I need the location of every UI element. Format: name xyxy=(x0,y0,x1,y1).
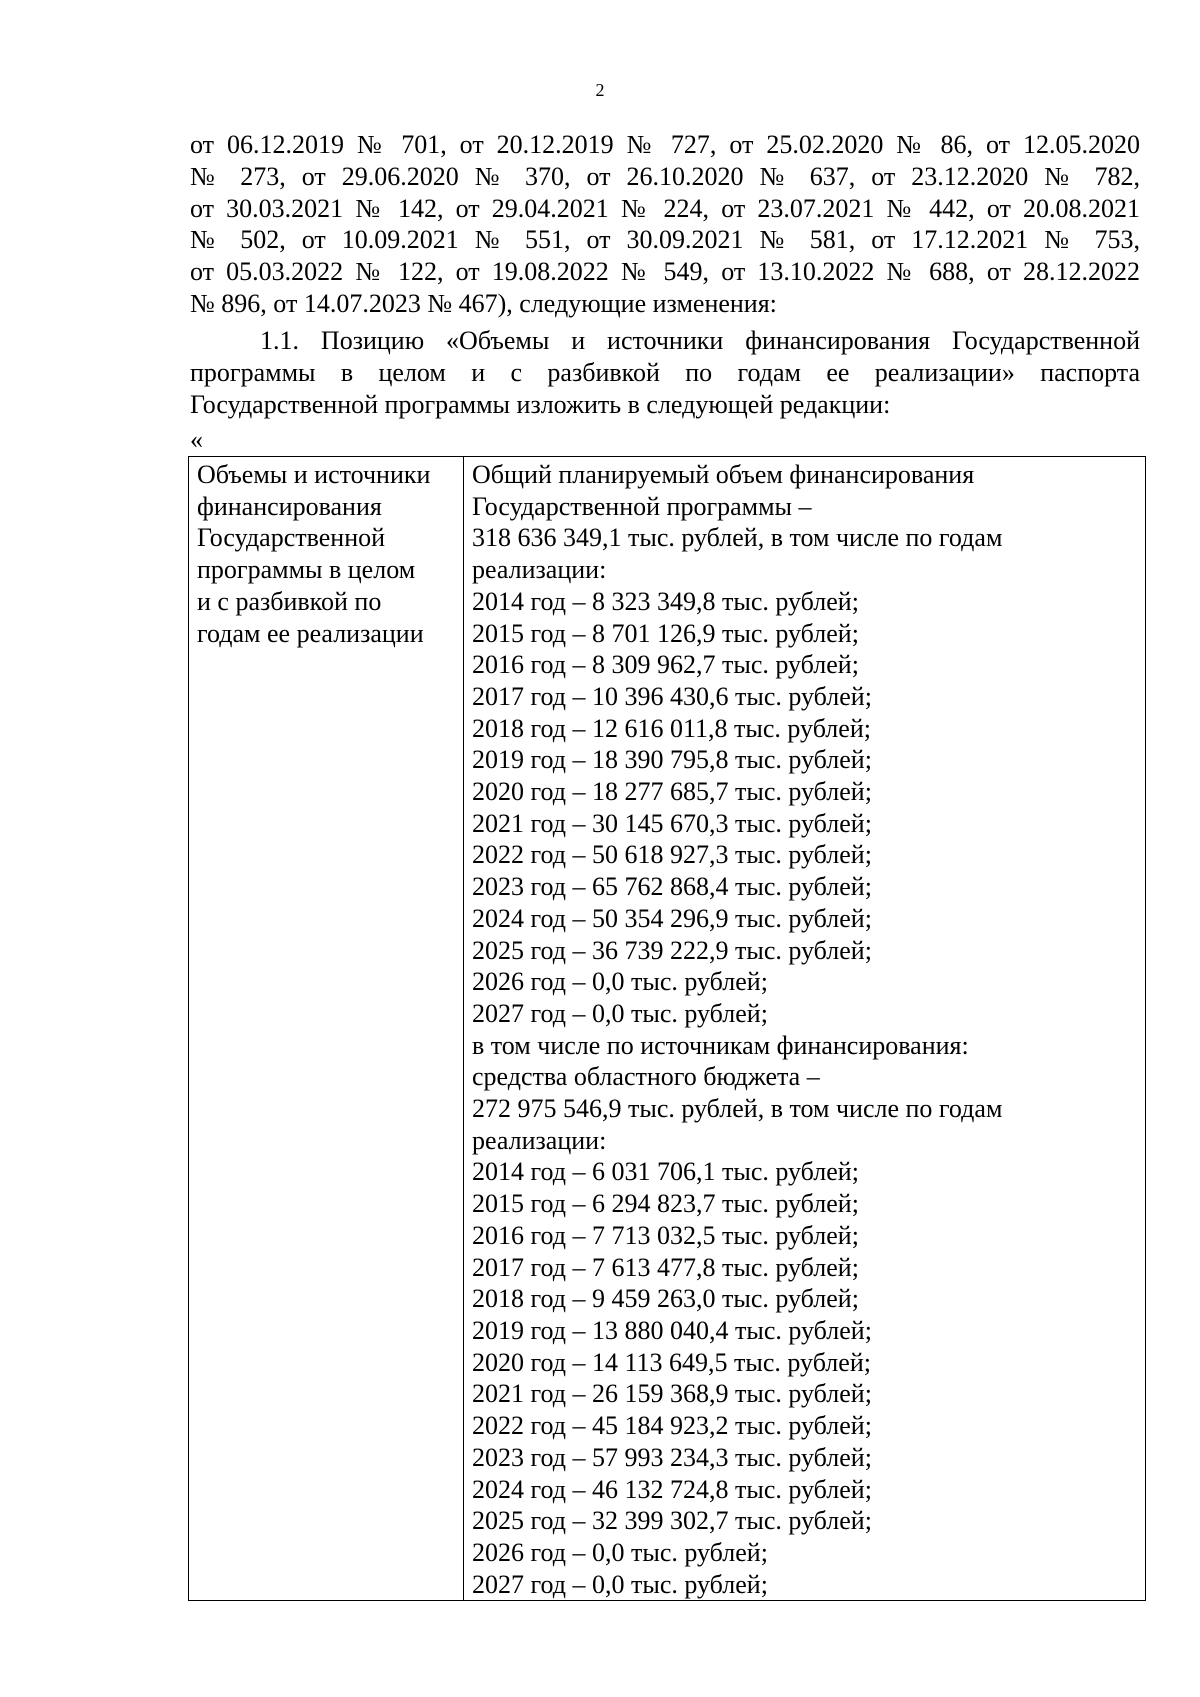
right-cell-line: 2024 год – 46 132 724,8 тыс. рублей; xyxy=(472,1474,872,1504)
clause-1-1-paragraph xyxy=(190,325,1140,420)
right-cell-line: 2021 год – 26 159 368,9 тыс. рублей; xyxy=(472,1379,872,1409)
paragraph-line: Государственной программы изложить в следующей редакции: xyxy=(190,389,891,419)
intro-line: № 502, от 10.09.2021 № 551, от 30.09.2021 № 581, от 17.12.2021 № 753, xyxy=(190,225,1140,255)
right-cell-line: 2019 год – 18 390 795,8 тыс. рублей; xyxy=(472,745,872,775)
right-cell-line: 2020 год – 14 113 649,5 тыс. рублей; xyxy=(472,1347,871,1377)
open-quote-mark: « xyxy=(190,425,203,454)
right-cell-line: 2017 год – 10 396 430,6 тыс. рублей; xyxy=(472,681,872,711)
left-cell-line: и с разбивкой по xyxy=(197,586,382,616)
right-cell-line: 2021 год – 30 145 670,3 тыс. рублей; xyxy=(472,808,872,838)
right-cell-line: 2018 год – 9 459 263,0 тыс. рублей; xyxy=(472,1284,859,1314)
right-cell-line: средства областного бюджета – xyxy=(472,1062,820,1092)
right-cell-line: 318 636 349,1 тыс. рублей, в том числе по годам xyxy=(472,523,1003,553)
left-cell-line: программы в целом xyxy=(197,555,416,585)
intro-line: от 05.03.2022 № 122, от 19.08.2022 № 549, от 13.10.2022 № 688, от 28.12.2022 xyxy=(190,257,1140,287)
right-cell-line: 2025 год – 32 399 302,7 тыс. рублей; xyxy=(472,1506,872,1536)
right-cell-line: 2022 год – 45 184 923,2 тыс. рублей; xyxy=(472,1411,872,1441)
right-cell-line: 272 975 546,9 тыс. рублей, в том числе по годам xyxy=(472,1094,1003,1124)
right-cell-line: 2020 год – 18 277 685,7 тыс. рублей; xyxy=(472,777,872,807)
table-row xyxy=(189,457,1146,1601)
right-cell-line: 2027 год – 0,0 тыс. рублей; xyxy=(472,998,768,1028)
right-cell-line: Общий планируемый объем финансирования xyxy=(472,460,975,489)
right-cell-line: 2015 год – 6 294 823,7 тыс. рублей; xyxy=(472,1189,859,1219)
right-cell-line: реализации: xyxy=(472,1125,607,1155)
right-cell-line: 2022 год – 50 618 927,3 тыс. рублей; xyxy=(472,840,872,870)
financing-table xyxy=(188,456,1146,1601)
right-cell-line: в том числе по источникам финансирования: xyxy=(472,1030,969,1060)
right-cell-line: 2026 год – 0,0 тыс. рублей; xyxy=(472,1537,768,1567)
right-cell-line: 2025 год – 36 739 222,9 тыс. рублей; xyxy=(472,935,872,965)
right-cell-line: 2024 год – 50 354 296,9 тыс. рублей; xyxy=(472,903,872,933)
intro-line: № 896, от 14.07.2023 № 467), следующие изменения: xyxy=(190,288,777,318)
paragraph-line: программы в целом и с разбивкой по годам ее реализации» паспорта xyxy=(190,357,1140,387)
left-cell-line: Объемы и источники xyxy=(197,460,431,489)
right-cell-line: 2023 год – 57 993 234,3 тыс. рублей; xyxy=(472,1442,872,1472)
intro-line: от 30.03.2021 № 142, от 29.04.2021 № 224, от 23.07.2021 № 442, от 20.08.2021 xyxy=(190,193,1140,223)
intro-line: № 273, от 29.06.2020 № 370, от 26.10.2020 № 637, от 23.12.2020 № 782, xyxy=(190,161,1140,191)
right-cell-line: 2015 год – 8 701 126,9 тыс. рублей; xyxy=(472,618,859,648)
right-cell-line: 2014 год – 6 031 706,1 тыс. рублей; xyxy=(472,1157,859,1187)
right-cell-line: 2018 год – 12 616 011,8 тыс. рублей; xyxy=(472,713,871,743)
position-name-cell xyxy=(189,457,464,1601)
right-cell-line: 2026 год – 0,0 тыс. рублей; xyxy=(472,967,768,997)
right-cell-line: Государственной программы – xyxy=(472,491,812,521)
right-cell-line: реализации: xyxy=(472,555,607,585)
right-cell-line: 2016 год – 8 309 962,7 тыс. рублей; xyxy=(472,650,859,680)
financing-details-cell xyxy=(464,457,1146,1601)
page-number: 2 xyxy=(595,80,605,100)
left-cell-line: финансирования xyxy=(197,491,382,521)
right-cell-line: 2017 год – 7 613 477,8 тыс. рублей; xyxy=(472,1252,859,1282)
paragraph-line: 1.1. Позицию «Объемы и источники финансирования Государственной xyxy=(260,326,1140,355)
right-cell-line: 2014 год – 8 323 349,8 тыс. рублей; xyxy=(472,586,859,616)
right-cell-line: 2027 год – 0,0 тыс. рублей; xyxy=(472,1569,768,1599)
right-cell-line: 2019 год – 13 880 040,4 тыс. рублей; xyxy=(472,1315,872,1345)
right-cell-line: 2023 год – 65 762 868,4 тыс. рублей; xyxy=(472,872,872,902)
intro-line: от 06.12.2019 № 701, от 20.12.2019 № 727, от 25.02.2020 № 86, от 12.05.2020 xyxy=(190,130,1140,159)
right-cell-line: 2016 год – 7 713 032,5 тыс. рублей; xyxy=(472,1220,859,1250)
left-cell-line: годам ее реализации xyxy=(197,618,424,648)
amendment-list-text xyxy=(190,129,1140,320)
left-cell-line: Государственной xyxy=(197,523,386,553)
